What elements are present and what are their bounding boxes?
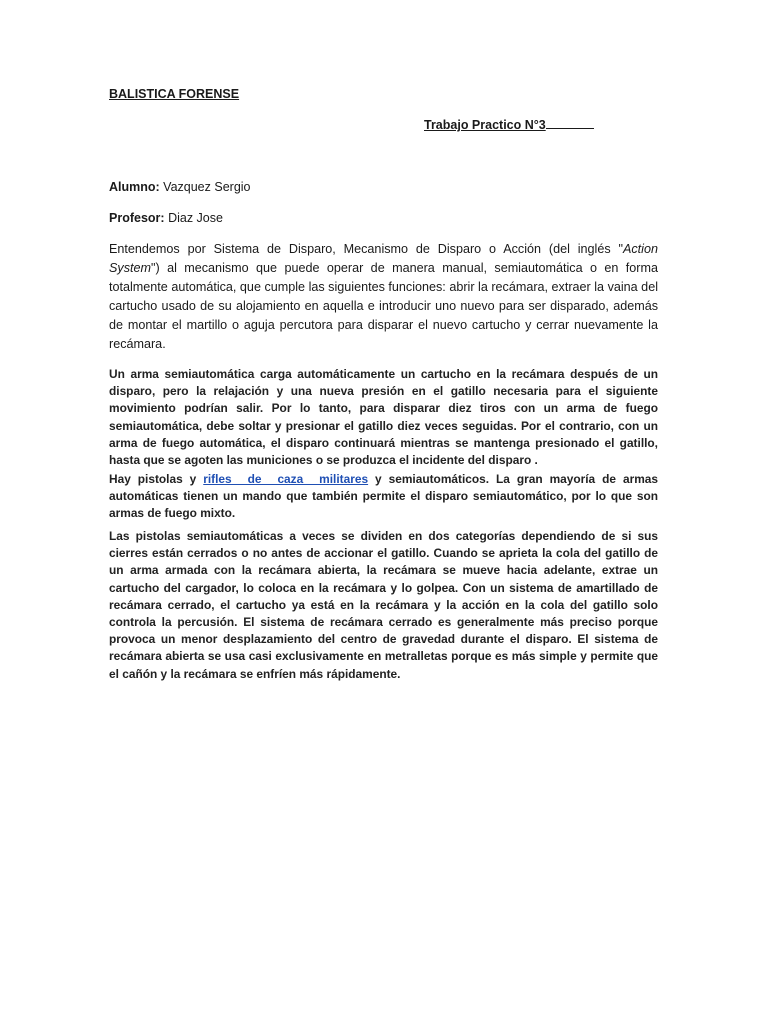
paragraph-weapon-types <box>109 471 658 523</box>
practical-work-title <box>424 118 594 132</box>
paragraph-definition <box>109 240 658 355</box>
paragraph-3-text-start: Hay pistolas y <box>109 472 204 486</box>
student-label: Alumno: <box>109 180 160 194</box>
document-title: BALISTICA FORENSE <box>109 87 240 101</box>
english-term: Action System <box>109 242 658 276</box>
practical-work-label: Trabajo Practico N°3 <box>424 118 546 132</box>
teacher-name: Diaz Jose <box>168 211 223 225</box>
student-line <box>109 180 251 194</box>
paragraph-1-text-end: ") al mecanismo que puede operar de manera manual, semiautomática o en forma totalmente automática, que cumple las siguientes funciones: abrir la recámara, extraer la vaina del cartucho usado de su alojamiento en aquella e introducir uno nuevo para ser disparado, además de montar el martillo o aguja percutora para disparar el nuevo cartucho y cerrar nuevamente la recámara. <box>109 261 658 352</box>
title-underline-rule <box>546 118 594 129</box>
military-rifles-link[interactable]: rifles de caza militares <box>203 472 369 486</box>
student-name: Vazquez Sergio <box>163 180 251 194</box>
paragraph-semiautomatic: Un arma semiautomática carga automáticamente un cartucho en la recámara después de un disparo, pero la relajación y una nueva presión en el gatillo necesaria para el siguiente movimiento podrían salir. Por lo tanto, para disparar diez tiros con un arma de fuego semiautomática, debe soltar y presionar el gatillo diez veces seguidas. Por el contrario, con un arma de fuego automática, el disparo continuará mientras se mantenga presionado el gatillo, hasta que se agoten las municiones o se produzca el incidente del disparo . <box>109 367 658 468</box>
paragraph-3-text-end: y semiautomáticos. La gran mayoría de armas automáticas tienen un mando que también permite el disparo semiautomático, por lo que son armas de fuego mixto. <box>109 472 658 521</box>
teacher-label: Profesor: <box>109 211 165 225</box>
paragraph-1-text-start: Entendemos por Sistema de Disparo, Mecanismo de Disparo o Acción (del inglés " <box>109 242 623 256</box>
teacher-line <box>109 211 223 225</box>
paragraph-categories: Las pistolas semiautomáticas a veces se dividen en dos categorías dependiendo de si sus cierres están cerrados o no antes de accionar el gatillo. Cuando se aprieta la cola del gatillo de un arma armada con la recámara abierta, la recámara se mueve hacia adelante, extrae un cartucho del cargador, lo coloca en la recámara y lo golpea. Con un sistema de amartillado de recámara cerrado, el cartucho ya está en la recámara y la acción en la cola del gatillo solo controla la percusión. El sistema de recámara cerrado es generalmente más preciso porque provoca un menor desplazamiento del centro de gravedad durante el disparo. El sistema de recámara abierta se usa casi exclusivamente en metralletas porque es más simple y permite que el cañón y la recámara se enfríen más rápidamente. <box>109 529 658 681</box>
